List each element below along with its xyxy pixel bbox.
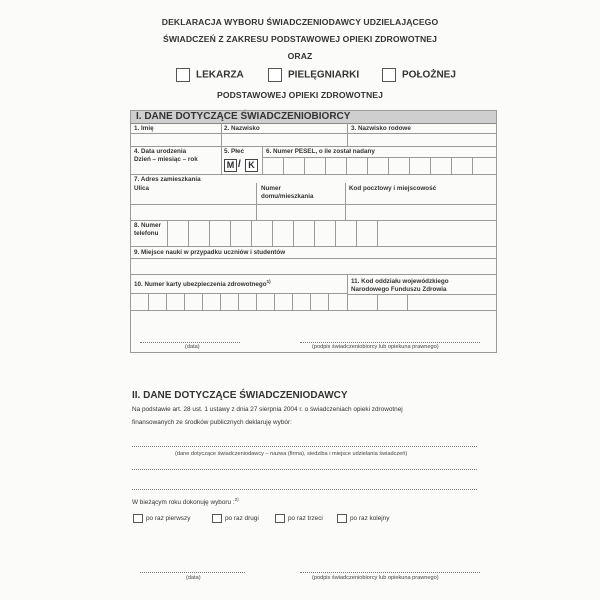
insurance-card-cells[interactable] xyxy=(130,293,347,310)
year-choice-text: W bieżącym roku dokonuję wyboru : xyxy=(132,499,235,507)
provider-line-2[interactable] xyxy=(132,469,477,470)
label-numer-karty xyxy=(134,278,271,288)
date-line-s2[interactable] xyxy=(140,572,245,573)
gender-k-box[interactable]: K xyxy=(245,159,258,172)
label-ulica: Ulica xyxy=(134,185,150,192)
col-divider xyxy=(347,123,348,147)
option-kolejny-label: po raz kolejny xyxy=(350,515,390,523)
label-plec: 5. Płeć xyxy=(224,148,244,155)
label-data-urodzenia: 4. Data urodzenia xyxy=(134,148,187,155)
signature-line-s1[interactable] xyxy=(300,342,480,343)
label-numer-karty-text: 10. Numer karty ubezpieczenia zdrowotnego xyxy=(134,281,267,289)
form-title-line2: ŚWIADCZEŃ Z ZAKRESU PODSTAWOWEJ OPIEKI ZDROWOTNEJ xyxy=(162,34,438,44)
checkbox-pierwszy[interactable] xyxy=(133,514,143,523)
label-kod-pocztowy: Kod pocztowy i miejscowość xyxy=(349,185,437,192)
option-drugi-label: po raz drugi xyxy=(225,515,259,523)
nfz-code-cells[interactable] xyxy=(347,294,497,310)
label-dzien-miesiac-rok: Dzień – miesiąc – rok xyxy=(134,156,198,163)
option-trzeci-label: po raz trzeci xyxy=(288,515,323,523)
row-divider xyxy=(130,310,497,311)
label-kod-oddzialu: 11. Kod oddziału wojewódzkiego xyxy=(351,278,449,285)
row-divider xyxy=(130,133,497,134)
option-drugi[interactable] xyxy=(212,514,259,523)
row-divider xyxy=(130,274,497,275)
section2-title: II. DANE DOTYCZĄCE ŚWIADCZENIODAWCY xyxy=(132,390,348,401)
section1-header xyxy=(130,110,496,124)
checkbox-pielegniarki[interactable] xyxy=(268,68,282,82)
checkbox-poloznej[interactable] xyxy=(382,68,396,82)
gender-slash: / xyxy=(238,159,241,170)
caption-data-s1: (data) xyxy=(185,344,200,350)
label-numer: Numer xyxy=(261,185,281,192)
label-telefonu: telefonu xyxy=(134,230,159,237)
footnote-2: 2) xyxy=(234,497,239,502)
caption-data-s2: (data) xyxy=(186,575,201,581)
col-divider xyxy=(256,183,257,221)
label-nazwisko-rodowe: 3. Nazwisko rodowe xyxy=(351,125,411,132)
checkbox-lekarza[interactable] xyxy=(176,68,190,82)
signature-line-s2[interactable] xyxy=(300,572,480,573)
provider-line-1[interactable] xyxy=(132,446,477,447)
checkbox-drugi[interactable] xyxy=(212,514,222,523)
label-numer-telefonu: 8. Numer xyxy=(134,222,161,229)
label-pesel: 6. Numer PESEL, o ile został nadany xyxy=(266,148,375,155)
row-divider xyxy=(130,146,497,147)
provider-line-3[interactable] xyxy=(132,489,477,490)
col-divider xyxy=(221,146,222,175)
label-adres: 7. Adres zamieszkania xyxy=(134,176,201,183)
pesel-cells[interactable] xyxy=(262,157,496,175)
frame-top xyxy=(130,110,497,111)
section2-para1: Na podstawie art. 28 ust. 1 ustawy z dnia 27 sierpnia 2004 r. o świadczeniach opieki zdrowotnej xyxy=(132,406,403,413)
label-nfz: Narodowego Funduszu Zdrowia xyxy=(351,286,447,293)
checkbox-trzeci[interactable] xyxy=(275,514,285,523)
label-miejsce-nauki: 9. Miejsce nauki w przypadku uczniów i studentów xyxy=(134,249,286,256)
year-choice-line xyxy=(132,497,239,506)
form-title-oraz: ORAZ xyxy=(287,51,313,61)
frame-bottom xyxy=(130,352,497,353)
col-divider xyxy=(345,183,346,221)
date-line-s1[interactable] xyxy=(140,342,240,343)
footnote-1: 1) xyxy=(266,279,271,284)
label-nazwisko: 2. Nazwisko xyxy=(224,125,260,132)
row-divider xyxy=(130,258,497,259)
col-divider xyxy=(221,123,222,147)
option-pierwszy[interactable] xyxy=(133,514,190,523)
option-trzeci[interactable] xyxy=(275,514,323,523)
caption-podpis-s1: (podpis świadczeniobiorcy lub opiekuna prawnego) xyxy=(312,344,439,350)
form-title-line4: PODSTAWOWEJ OPIEKI ZDROWOTNEJ xyxy=(216,90,384,100)
label-imie: 1. Imię xyxy=(134,125,154,132)
provider-caption: (dane dotyczące świadczeniodawcy – nazwa (firma), siedziba i miejsce udzielania świadczeń) xyxy=(175,451,408,457)
row-divider xyxy=(130,204,497,205)
checkbox-kolejny[interactable] xyxy=(337,514,347,523)
gender-m-box[interactable]: M xyxy=(224,159,237,172)
section2-para2: finansowanych ze środków publicznych deklaruję wybór: xyxy=(132,419,292,426)
option-pierwszy-label: po raz pierwszy xyxy=(146,515,191,523)
option-kolejny[interactable] xyxy=(337,514,389,523)
row-divider xyxy=(130,246,497,247)
choice-poloznej[interactable]: POŁOŻNEJ xyxy=(382,68,456,82)
phone-cells[interactable] xyxy=(167,220,377,246)
section1-title: I. DANE DOTYCZĄCE ŚWIADCZENIOBIORCY xyxy=(136,111,351,122)
caption-podpis-s2: (podpis świadczeniobiorcy lub opiekuna prawnego) xyxy=(312,575,439,581)
form-title-line1: DEKLARACJA WYBORU ŚWIADCZENIODAWCY UDZIELAJĄCEGO xyxy=(161,17,439,27)
label-domu-mieszkania: domu/mieszkania xyxy=(261,193,314,200)
choice-lekarza[interactable]: LEKARZA xyxy=(176,68,244,82)
choice-pielegniarki[interactable]: PIELĘGNIARKI xyxy=(268,68,359,82)
